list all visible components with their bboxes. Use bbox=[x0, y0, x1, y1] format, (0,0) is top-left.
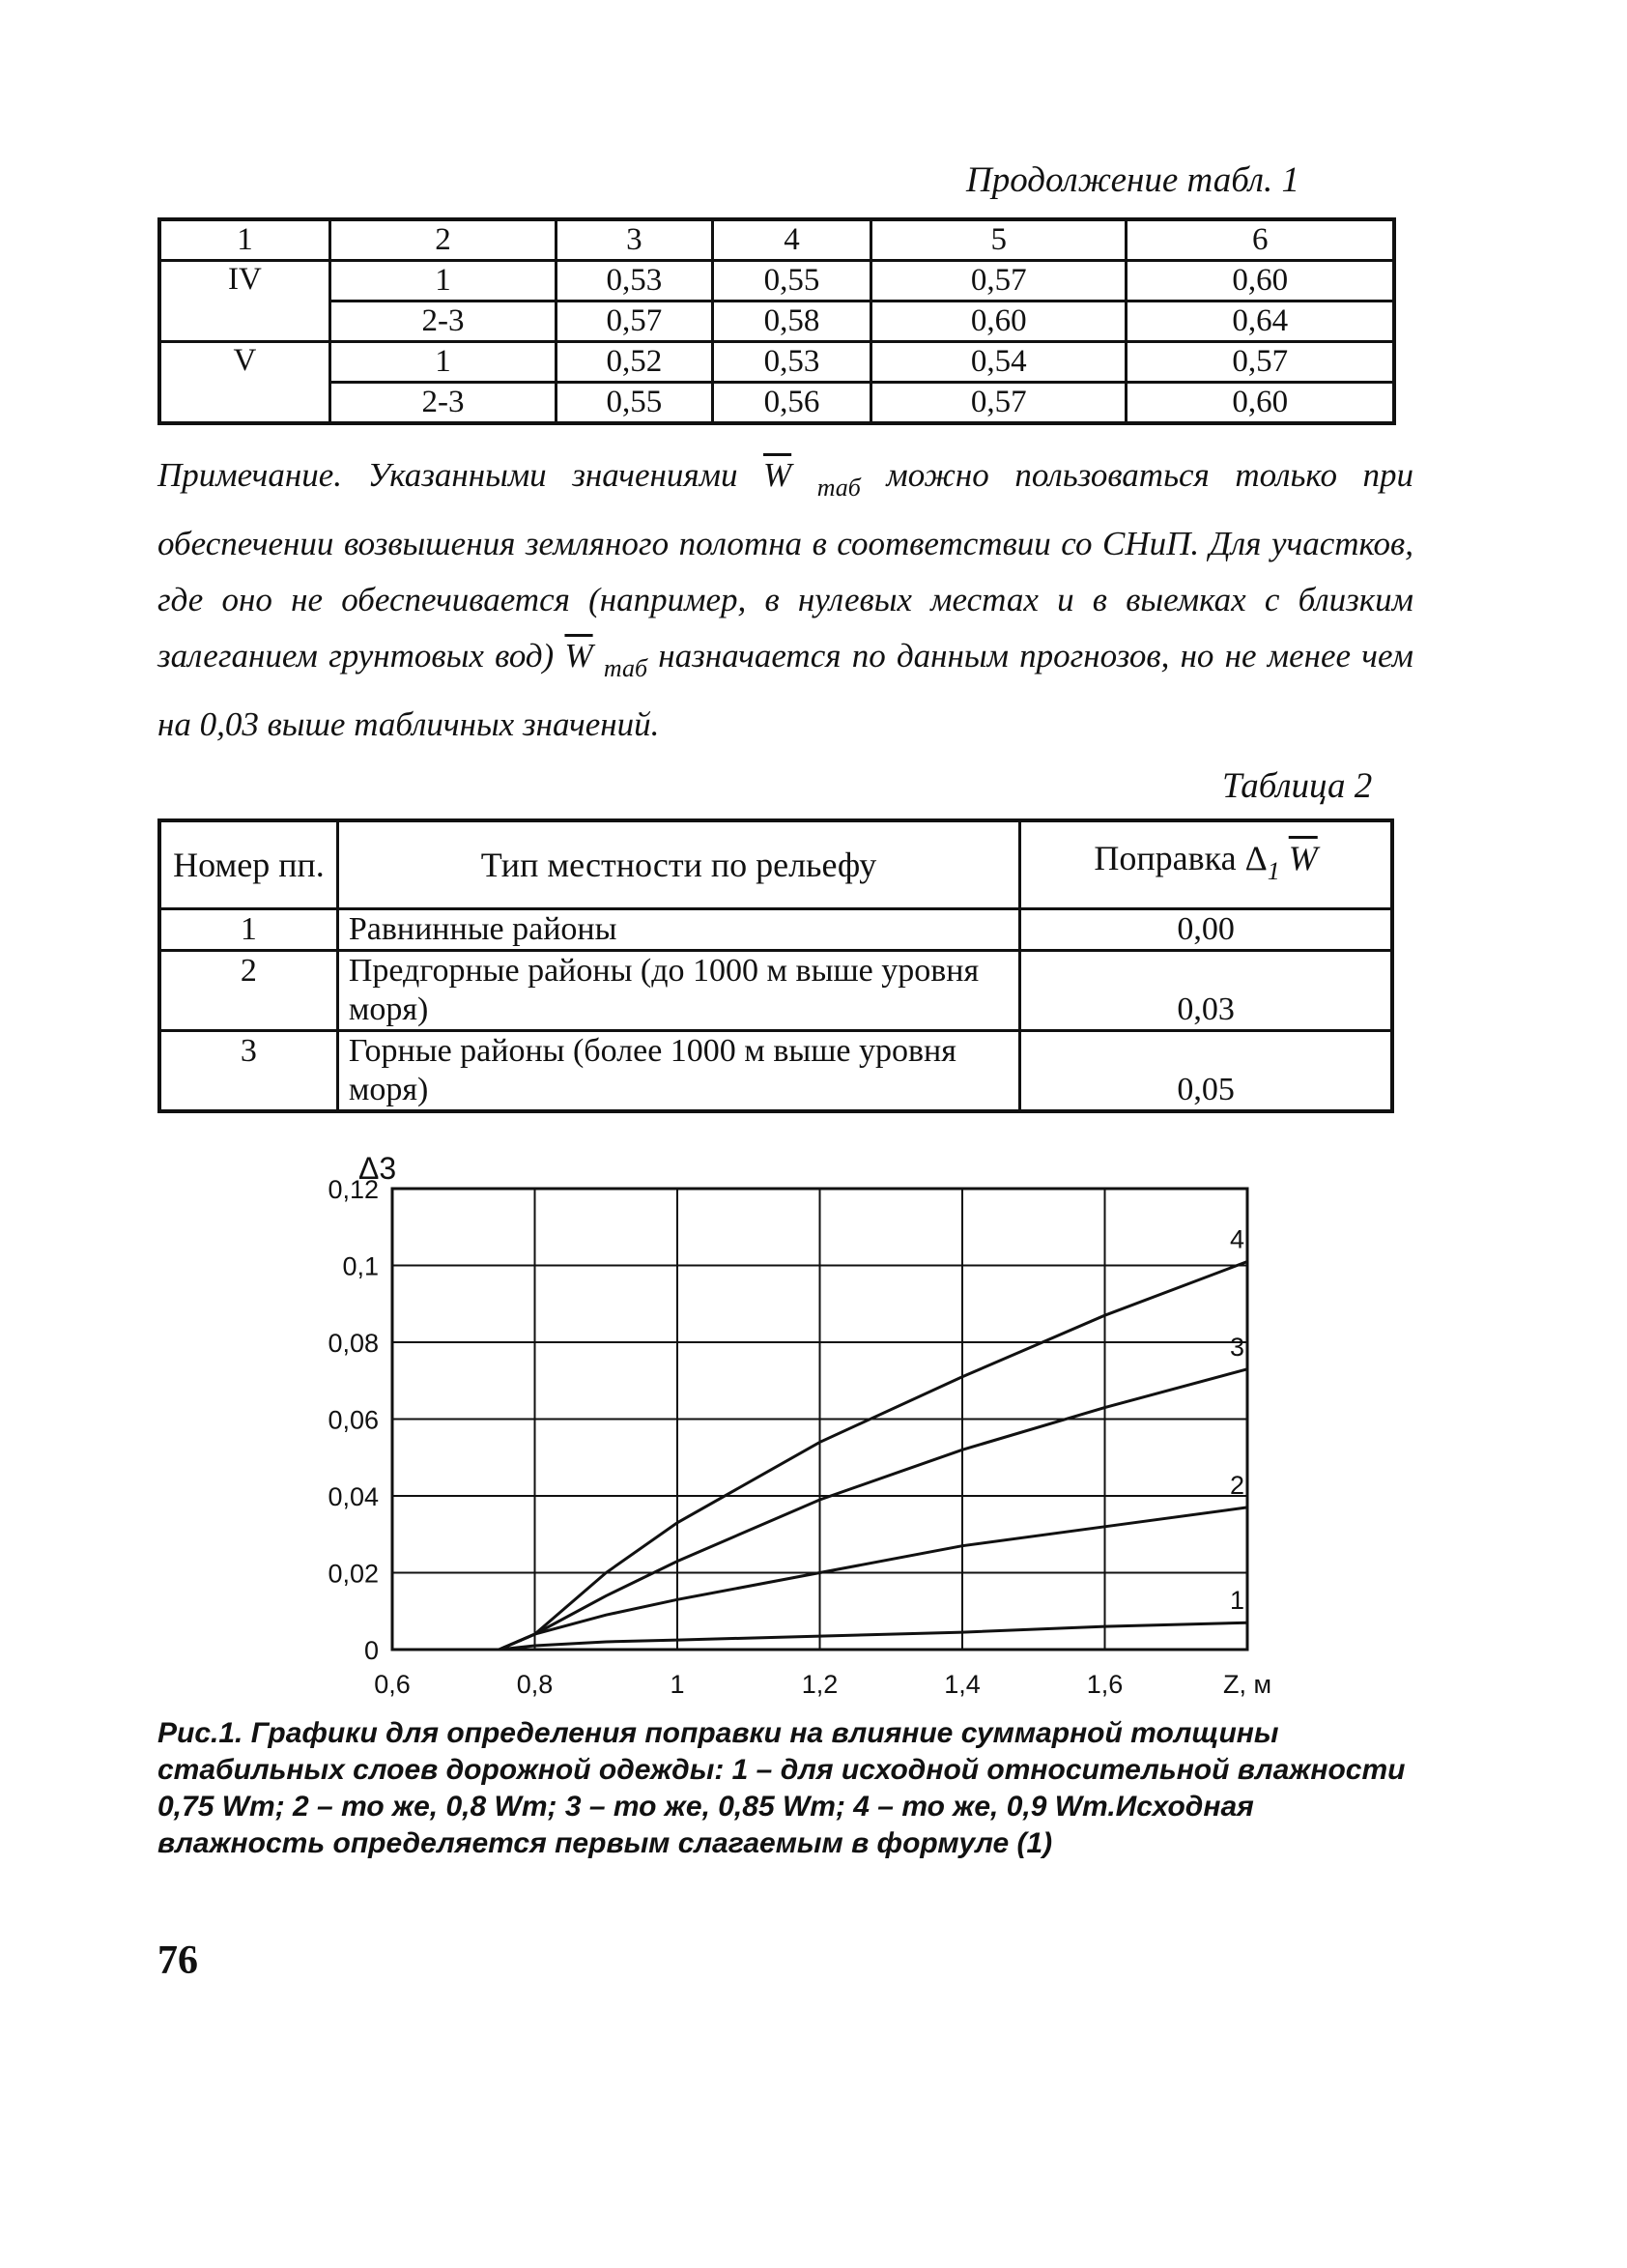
table-cell: 0,57 bbox=[1127, 342, 1394, 383]
table-cell: 2 bbox=[159, 951, 337, 1031]
series-line-3 bbox=[500, 1369, 1247, 1650]
w-symbol: $\overline{W}$ bbox=[1288, 839, 1318, 877]
table-cell: Горные районы (более 1000 м выше уровня моря) bbox=[337, 1031, 1019, 1112]
table-cell: Равнинные районы bbox=[337, 909, 1019, 951]
table-cell: 0,54 bbox=[871, 342, 1127, 383]
x-tick-label: 1 bbox=[670, 1670, 685, 1699]
table-cell: 0,60 bbox=[1127, 383, 1394, 424]
zone-cell: V bbox=[159, 342, 329, 424]
note-text-2: можно пользоваться только при обеспечении возвышения земляного полотна в соответствии со СНиП. Для участков, где оно не обеспечивается (например, в нулевых местах и в выемках с близким залеганием грунтовых вод) bbox=[157, 456, 1414, 675]
header-correction-label: Поправка Δ bbox=[1094, 839, 1268, 877]
y-tick-label: 0,08 bbox=[328, 1329, 379, 1358]
y-tick-label: 0 bbox=[363, 1636, 379, 1665]
x-tick-label: 1,6 bbox=[1086, 1670, 1124, 1699]
y-tick-label: 0,1 bbox=[342, 1251, 379, 1281]
w-subscript: таб bbox=[603, 654, 648, 682]
series-line-4 bbox=[500, 1262, 1247, 1651]
table-cell: Предгорные районы (до 1000 м выше уровня моря) bbox=[337, 951, 1019, 1031]
header-number: Номер пп. bbox=[159, 820, 337, 909]
table-row bbox=[159, 1031, 1392, 1112]
table1-header-cell: 6 bbox=[1127, 219, 1394, 261]
note-paragraph bbox=[157, 447, 1413, 753]
table1-header-cell: 3 bbox=[557, 219, 713, 261]
table-cell: 0,60 bbox=[871, 301, 1127, 342]
x-tick-label: 0,8 bbox=[516, 1670, 554, 1699]
table-row bbox=[159, 342, 1394, 383]
table-cell: 1 bbox=[329, 261, 556, 301]
series-label-2: 2 bbox=[1230, 1470, 1245, 1500]
y-tick-label: 0,04 bbox=[328, 1482, 379, 1511]
table-cell: 0,64 bbox=[1127, 301, 1394, 342]
note-text-1: Примечание. Указанными значениями bbox=[157, 456, 763, 494]
table1 bbox=[157, 217, 1396, 425]
note-text-3: назначается по данным прогнозов, но не менее чем на 0,03 выше табличных значений. bbox=[157, 637, 1414, 743]
series-label-4: 4 bbox=[1230, 1224, 1245, 1254]
table-cell: 1 bbox=[329, 342, 556, 383]
x-axis-label: Z, м bbox=[1222, 1670, 1272, 1699]
table1-caption: Продолжение табл. 1 bbox=[966, 160, 1300, 200]
table-cell: 0,58 bbox=[712, 301, 871, 342]
table-cell: 0,57 bbox=[557, 301, 713, 342]
table1-header-cell: 5 bbox=[871, 219, 1127, 261]
correction-chart bbox=[290, 1131, 1275, 1701]
table-cell: 0,57 bbox=[871, 383, 1127, 424]
table-cell: 0,52 bbox=[557, 342, 713, 383]
table-row bbox=[159, 951, 1392, 1031]
table-cell: 0,55 bbox=[712, 261, 871, 301]
table-cell: 0,56 bbox=[712, 383, 871, 424]
table-cell: 0,05 bbox=[1020, 1031, 1392, 1112]
series-line-1 bbox=[500, 1622, 1247, 1650]
table-row bbox=[159, 383, 1394, 424]
table-cell: 0,00 bbox=[1020, 909, 1392, 951]
header-correction bbox=[1020, 820, 1392, 909]
table-cell: 0,03 bbox=[1020, 951, 1392, 1031]
table-row bbox=[159, 261, 1394, 301]
header-terrain-type: Тип местности по рельефу bbox=[337, 820, 1019, 909]
table-cell: 0,57 bbox=[871, 261, 1127, 301]
table2-header-row bbox=[159, 820, 1392, 909]
table2 bbox=[157, 818, 1394, 1113]
page-number: 76 bbox=[157, 1938, 198, 1983]
table2-caption: Таблица 2 bbox=[1222, 766, 1373, 806]
table-cell: 2-3 bbox=[329, 301, 556, 342]
zone-cell: IV bbox=[159, 261, 329, 342]
table-cell: 3 bbox=[159, 1031, 337, 1112]
series-label-1: 1 bbox=[1230, 1586, 1245, 1616]
series-line-2 bbox=[500, 1507, 1247, 1650]
table-cell: 0,53 bbox=[712, 342, 871, 383]
y-tick-label: 0,06 bbox=[328, 1405, 379, 1435]
table-row bbox=[159, 909, 1392, 951]
table-cell: 0,55 bbox=[557, 383, 713, 424]
header-correction-sub: 1 bbox=[1267, 857, 1280, 885]
w-symbol: $\overline{W}$ bbox=[564, 637, 593, 675]
table1-header-row bbox=[159, 219, 1394, 261]
series-label-3: 3 bbox=[1230, 1332, 1245, 1362]
table-cell: 0,60 bbox=[1127, 261, 1394, 301]
x-tick-label: 0,6 bbox=[374, 1670, 411, 1699]
w-subscript: таб bbox=[816, 474, 861, 502]
x-tick-label: 1,2 bbox=[801, 1670, 839, 1699]
table1-header-cell: 1 bbox=[159, 219, 329, 261]
x-tick-label: 1,4 bbox=[944, 1670, 981, 1699]
y-axis-label: Δ3 bbox=[358, 1151, 397, 1186]
figure-caption: Рис.1. Графики для определения поправки на влияние суммарной толщины стабильных слоев дорожной одежды: 1 – для исходной относительной влажности 0,75 Wт; 2 – то же, 0,8 Wт; 3 – то же, 0,85 Wт; 4 – то же, 0,9 Wт.Исходная влажность определяется первым слагаемым в формуле (1) bbox=[157, 1717, 1406, 1859]
y-tick-label: 0,12 bbox=[328, 1175, 379, 1204]
table-cell: 2-3 bbox=[329, 383, 556, 424]
table1-header-cell: 2 bbox=[329, 219, 556, 261]
table-cell: 1 bbox=[159, 909, 337, 951]
table-cell: 0,53 bbox=[557, 261, 713, 301]
w-symbol: $\overline{W}$ bbox=[763, 456, 792, 494]
table1-header-cell: 4 bbox=[712, 219, 871, 261]
y-tick-label: 0,02 bbox=[328, 1559, 379, 1589]
table-row bbox=[159, 301, 1394, 342]
